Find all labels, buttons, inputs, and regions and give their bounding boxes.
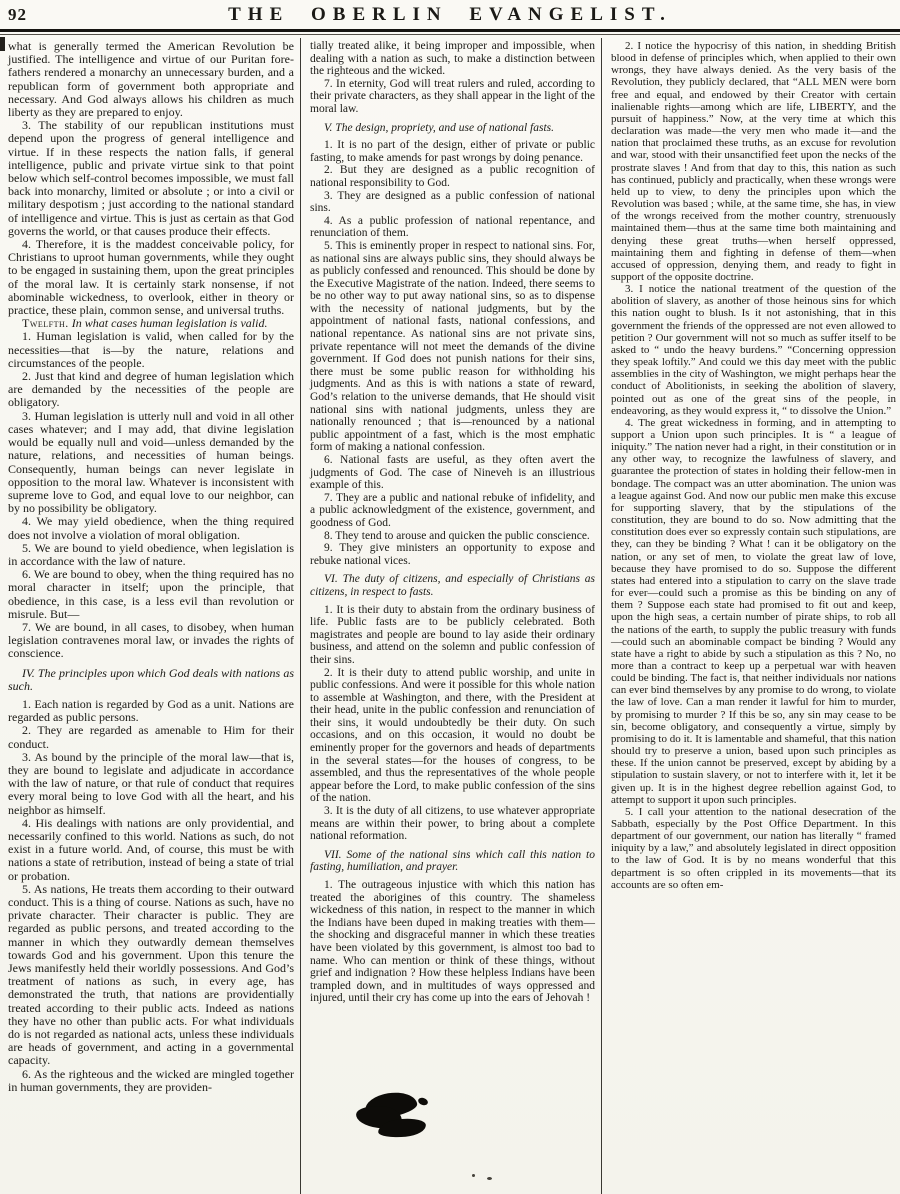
paragraph: 5. We are bound to yield obedience, when legislation is in accordance with the law of nature. [8,540,294,568]
paragraph: 1. It is their duty to abstain from the ordinary business of life. Public fasts are to be publicly celebrated. Both magistrates and people are bound to lay aside their ordinary business, and attend on the solemn and public confession of their sins. [310,603,595,666]
paragraph: 5. As nations, He treats them according to their outward conduct. This is a thing of course. Nations as such, have no private character. Their character is public. They are regarded as public persons, and treated according to the manner in which they outwardly demean themselves towards God and his government. Upon this tenure the Jews manifestly held their worldly possessions. And God’s treatment of nations as such, in every age, has demonstrated the truth, that nations are providentially treated according to their public acts. Indeed as nations they have no other than public acts. For what individuals do is not regarded as national acts, unless these individuals are heads of government, and acting in a governmental capacity. [8,881,294,1068]
paragraph: 1. Each nation is regarded by God as a unit. Nations are regarded as public persons. [8,696,294,725]
paragraph: 4. As a public profession of national repentance, and renunciation of them. [310,214,595,240]
paragraph: 1. Human legislation is valid, when called for by the necessities—that is—by the nature, relations and circumstances of the people. [8,329,294,370]
paragraph: 3. The stability of our republican institutions must depend upon the progress of general intelligence and virtue. If in these respects the nation falls, if general intelligence, public and private virtue sink to that point below which self-control becomes impossible, we must fall back into monarchy, limited or absolute ; or into a civil or military despotism ; just according to the national standard of intelligence and virtue. This is just as certain as that God governs the world, or that causes produce their effects. [8,118,294,238]
masthead-title: THE OBERLIN EVANGELIST. [228,4,672,25]
paragraph: VI. The duty of citizens, and especially of Christians as citizens, in respect to fasts. [310,573,595,598]
paragraph: 7. They are a public and national rebuke of infidelity, and a public acknowledgment of the existence, government, and goodness of God. [310,491,595,529]
paragraph: tially treated alike, it being improper and impossible, when dealing with a nation as such, to make a distinction between the righteous and the wicked. [310,40,595,78]
paragraph: 3. As bound by the principle of the moral law—that is, they are bound to legislate and adjudicate in accordance with the law of nature, or that rule of conduct that requires every moral being to love God with all the heart, and his neighbor as himself. [8,749,294,817]
paragraph: 4. The great wickedness in forming, and in attempting to support a Union upon such principles. It is “ a league of iniquity.” The nation never had a right, in their constitution or in any other way, to recognize the lawfulness of slavery, and guarantee the protection of states in holding their fellow-men in bondage. The compact was an utter abomination. The union was a league against God. And now our public men make this excuse for supporting slavery, that by the stipulations of the constitution, they are bound to do so. Now admitting that the constitution does ever so expressly contain such stipulations, are they, can they be binding ? What ! can it be obligatory on the nation, or any set of men, to violate the great law of love, because they have promised to do so. Suppose the different states had entered into a stipulation to carry on the slave trade for ever—could such a promise as this be binding on any of them ? Suppose each state had promised to fit out and keep, upon the high seas, a certain number of pirate ships, to rob all the nations of the earth, to supply the public treasury with funds—could such an abominable compact be binding ? Would any state have a right to abide by such a stipulation as this ? No, no more than a contract to keep up a perpetual war with heaven could be binding. The fact is, that neither individuals nor nations can ever bind themselves by any promise to do wrong, to violate the law of love. Can a man render it lawful for him to murder, by promising to murder ? If this be so, any sin may cease to be sin, become obligatory, and consequently a virtue, simply by promising to do it. It is lamentable and shameful, that this nation should try to preserve a union, based upon such principles as these. If the union cannot be preserved, except by abiding by a stipulation to sustain slavery, or not to interfere with it, let it be given up. It is in the highest degree rebellion against God, to attempt to support it upon such principles. [611,416,896,806]
paragraph: 1. The outrageous injustice with which this nation has treated the aborigines of this country. The shameless wickedness of this nation, in respect to the manner in which the Indians have been duped in making treaties with them—the shocking and disgraceful manner in which these treaties have been violated by this government, is almost too bad to name. Who can mention or think of these things, without grief and indignation ? How these helpless Indians have been trampled down, and in multitudes of ways oppressed and injured, until their cry has come up into the ears of Jehovah ! [310,879,595,1005]
paragraph: 1. It is no part of the design, either of private or public fasting, to make amends for past wrongs by doing penance. [310,139,595,164]
paragraph: 3. It is the duty of all citizens, to use whatever appropriate means are within their power, to bring about a complete national reformation. [310,805,595,843]
column-left [0,38,300,1194]
paragraph: 2. Just that kind and degree of human legislation which are demanded by the necessities of the people are obligatory. [8,369,294,410]
column-right [602,38,900,1194]
header-rule-thin [0,34,900,35]
paragraph: 3. They are designed as a public confession of national sins. [310,189,595,215]
paragraph: 4. His dealings with nations are only providential, and necessarily confined to this world. Nations as such, do not exist in a future world. And, of course, this must be with nations a state of retribution, instead of being a state of trial or probation. [8,815,294,883]
paragraph: VII. Some of the national sins which call this nation to fasting, humiliation, and prayer. [310,848,595,874]
paragraph: 2. But they are designed as a public recognition of national responsibility to God. [310,164,595,189]
column-middle [301,38,601,1194]
paragraph: 4. We may yield obedience, when the thing required does not involve a violation of moral obligation. [8,514,294,542]
paragraph: IV. The principles upon which God deals with nations as such. [8,665,294,693]
paragraph: 2. I notice the hypocrisy of this nation, in shedding British blood in defense of principles which, when applied to their own wrongs, they have always denied. As the very basis of the Revolution, they publicly declared, that “ALL MEN were born free and equal, and endowed by their Creator with certain inalienable rights—among which are life, LIBERTY, and the pursuit of happiness.” Now, at the very time at which this declaration was made—the very men who made it—and the nation that proclaimed these truths, as an excuse for revolution and war, stood with their unsanctified feet upon the necks of the prostrate slaves ! And from that day to this, this nation as such has continued, publicly and practically, when these wrongs were held up to view, to deny the principles upon which the Revolution was based ; while, at the same time, she has, in view of the wrongs received from the mother country, strenuously maintained them—thus at the same time both maintaining and denying these great truths—when herself oppressed, maintaining them and fighting in defense of them—when accused of oppression, denying them, and ready to fight in support of the opposite doctrine. [611,40,896,283]
ink-speck [472,1174,475,1177]
paragraph: Twelfth. In what cases human legislation is valid. [22,316,268,331]
columns-container [0,38,900,1194]
paragraph: 3. Human legislation is utterly null and void in all other cases whatever; and I may add, that divine legislation would be equally null and void—unless demanded by the nature, relations, and necessities of human beings. Consequently, human beings can never legislate in opposition to the moral law. Whatever is inconsistent with supreme love to God, and equal love to our neighbor, can by no possibility be obligatory. [8,408,294,516]
page-header [0,0,900,30]
paragraph: what is generally termed the American Revolution be justified. The intelligence and virtue of our Puritan fore-fathers rendered a monarchy an unnecessary burden, and a republican form of government both appropriate and necessary. And God always allows his children as much liberty as they are prepared to enjoy. [8,39,294,120]
paragraph: V. The design, propriety, and use of national fasts. [324,121,555,134]
paragraph: 5. This is eminently proper in respect to national sins. For, as national sins are always public sins, they should always be as publicly confessed and renounced. This should be done by the Executive Magistrate of the nation. Indeed, there seems to be no other way to put away national sins, so as to dispense with the necessity of national judgments, but by the appointment of national fasts, national confessions, and national repentance. As national sins are not private sins, private repentance will not meet the demands of the divine government. If God does not punish nations for their sins, there must be some public reason for withholding his judgments. And as this is with nations a state of reward, God’s relation to the universe demands, that He should visit national sins with national judgments, unless they are nationally renounced ; that is—renounced by a national public appointment of a fast, which is the most emphatic form of making a national confession. [310,239,595,454]
paragraph: 2. They are regarded as amenable to Him for their conduct. [8,723,294,751]
paragraph: 6. We are bound to obey, when the thing required has no moral character in itself; upon the principle, that obedience, in this case, is a less evil than revolution or misrule. But— [8,567,294,621]
paragraph: 9. They give ministers an opportunity to expose and rebuke national vices. [310,542,595,567]
paragraph: 6. As the righteous and the wicked are mingled together in human governments, they are providen- [8,1066,294,1094]
paragraph: 8. They tend to arouse and quicken the public conscience. [324,529,590,542]
page-number: 92 [8,5,27,24]
header-rule-thick [0,29,900,32]
paragraph: 2. It is their duty to attend public worship, and unite in public confessions. And were it possible for this whole nation to assemble at Washington, and there, with the President at their head, unite in the public confession and renunciation of their sins, it would undoubtedly be their duty. On such occasions, and on this occasion, it would no doubt be eminently proper for the governors and heads of departments in the several states—for the houses of congress, to be assembled, and thus the representatives of the whole people appear before the Lord, to make public confession of the sins of the nation. [310,666,595,805]
paragraph: 7. In eternity, God will treat rulers and ruled, according to their private characters, as they shall appear in the light of the moral law. [310,77,595,115]
ink-speck [487,1177,492,1180]
paragraph: 7. We are bound, in all cases, to disobey, when human legislation contravenes moral law, or invades the rights of conscience. [8,619,294,661]
paragraph: 3. I notice the national treatment of the question of the abolition of slavery, as another of those heinous sins for which this nation ought to blush. Is it not astonishing, that in this government the friends of the oppressed are not even allowed to petition ? Our government will not so much as suffer itself to be asked to “ undo the heavy burdens.” “Concerning oppression they speak loftily.” And could we this day meet with the public assemblies in the city of Washington, we might perhaps hear the conduct of Abolitionists, in seeking the abolition of slavery, pointed out as one of the great sins of the people, in endeavoring, as they would express it, “ to dissolve the Union.” [611,283,896,417]
paragraph: 5. I call your attention to the national desecration of the Sabbath, especially by the Post Office Department. In this department of our government, our nation has literally “ framed iniquity by a law,” and absolutely legislated in direct opposition to the law of God. It is by no means wonderful that this department is so often crippled in its movements—that its accounts are so often em- [611,805,896,891]
paragraph: 6. National fasts are useful, as they often avert the judgments of God. The case of Nineveh is an illustrious example of this. [310,454,595,492]
paragraph: 4. Therefore, it is the maddest conceivable policy, for Christians to uproot human governments, while they ought to be engaged in sustaining them, upon the great principles of the moral law. It is certainly stark nonsense, if not abominable wickedness, to overlook, either in theory or practice, these plain, common sense, and universal truths. [8,237,294,318]
